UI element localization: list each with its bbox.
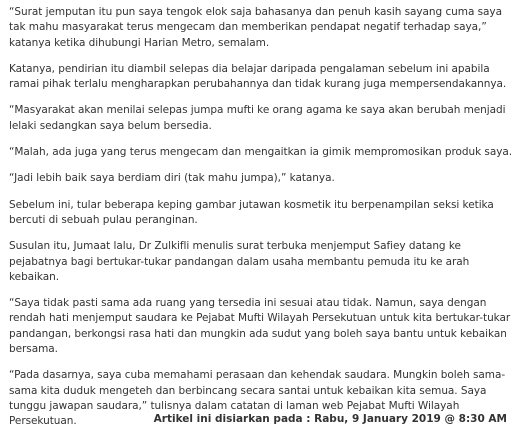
article-paragraph-3: “Masyarakat akan menilai selepas jumpa mufti ke orang agama ke saya akan berubah menjadi lelaki sedangkan saya belum bersedia. (9, 104, 506, 132)
article-paragraph-4: “Malah, ada juga yang terus mengecam dan mengaitkan ia gimik mempromosikan produk saya. (9, 146, 513, 159)
article-paragraph-7: Susulan itu, Jumaat lalu, Dr Zulkifli menulis surat terbuka menjemput Safiey datang ke pejabatnya bagi bertukar-tukar pandangan dalam usaha membantu pemuda itu ke arah kebaikan. (9, 240, 470, 283)
article-paragraph-1: “Surat jemputan itu pun saya tengok elok saja bahasanya dan penuh kasih sayang cuma saya tak mahu masyarakat terus mengecam dan memberikan pendapat negatif terhadap saya,” katanya ketika dihubungi Harian Metro, semalam. (9, 6, 502, 49)
published-timestamp: Artikel ini disiarkan pada : Rabu, 9 January 2019 @ 8:30 AM (153, 413, 507, 425)
article-paragraph-2: Katanya, pendirian itu diambil selepas dia belajar daripada pengalaman sebelum ini apabila ramai pihak terlalu mengharapkan perubahannya dan tidak kurang juga mempersendakannya. (9, 62, 507, 91)
article-paragraph-9: “Pada dasarnya, saya cuba memahami perasaan dan kehendak saudara. Mungkin boleh sama-sama kita duduk mengeteh dan berbincang secara santai untuk kebaikan kita semua. Saya tunggu jawapan saudara,” tulisnya dalam catatan di laman web Pejabat Mufti Wilayah Persekutuan. (9, 369, 506, 428)
article-paragraph-8: “Saya tidak pasti sama ada ruang yang tersedia ini sesuai atau tidak. Namun, saya dengan rendah hati menjemput saudara ke Pejabat Mufti Wilayah Persekutuan untuk kita bertukar-tukar pandangan, berkongsi rasa hati dan mungkin ada sudut yang boleh saya bantu untuk kebaikan bersama. (9, 297, 511, 356)
article-paragraph-5: “Jadi lebih baik saya berdiam diri (tak mahu jumpa),” katanya. (9, 172, 335, 185)
article-paragraph-6: Sebelum ini, tular beberapa keping gambar jutawan kosmetik itu berpenampilan seksi ketika bercuti di sebuah pulau peranginan. (9, 198, 494, 226)
article-body (9, 5, 515, 441)
